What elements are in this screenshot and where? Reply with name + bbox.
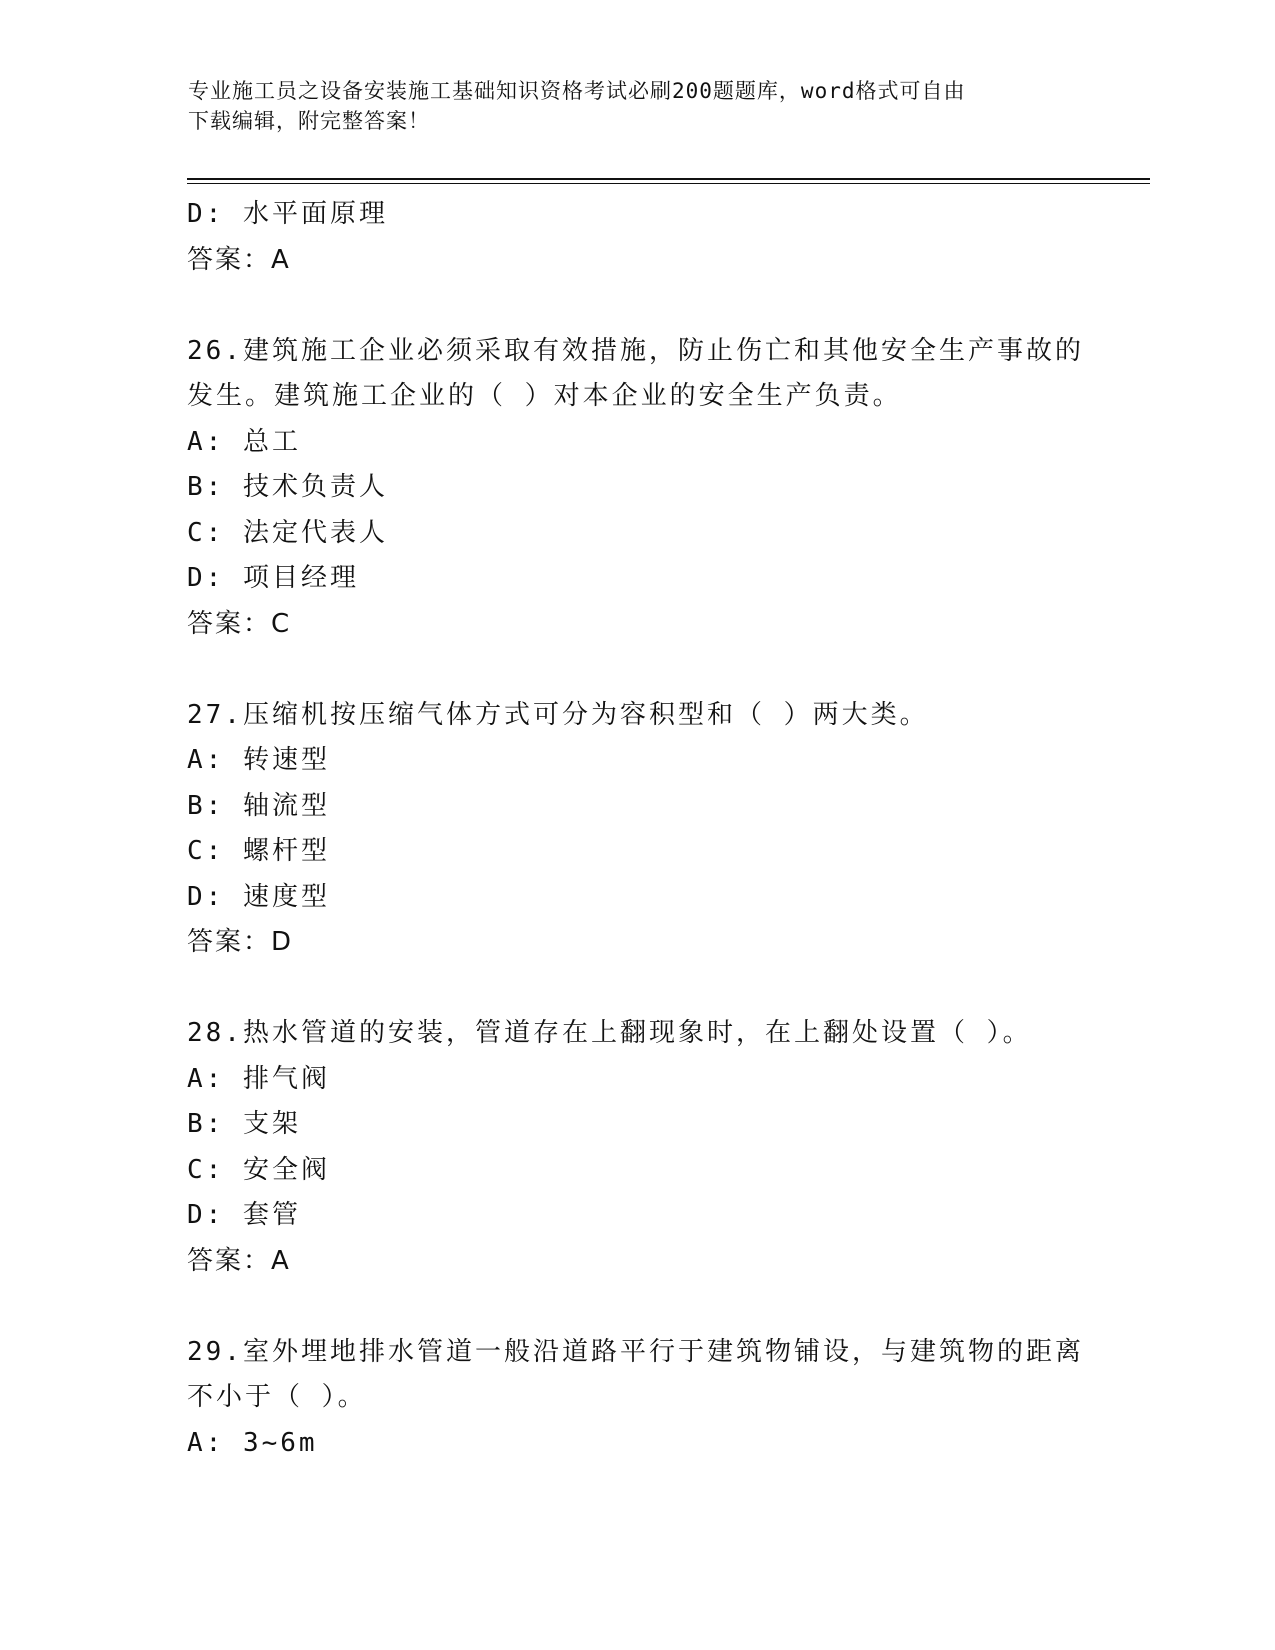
- option-a: A: 排气阀: [187, 1063, 330, 1094]
- question-27: [187, 693, 1087, 966]
- option-d: D: 项目经理: [187, 563, 359, 593]
- answer: 答案：D: [187, 927, 294, 957]
- question-26: [187, 329, 1087, 648]
- question-28: [187, 1011, 1087, 1284]
- answer: 答案：A: [187, 1245, 291, 1276]
- question-stem: 26.建筑施工企业必须采取有效措施，防止伤亡和其他安全生产事故的: [187, 335, 1084, 366]
- question-stem: 27.压缩机按压缩气体方式可分为容积型和（ ）两大类。: [187, 699, 929, 730]
- option-d: D: 速度型: [187, 881, 330, 912]
- question-stem: 发生。建筑施工企业的（ ）对本企业的安全生产负责。: [187, 381, 902, 411]
- spacer: [187, 1284, 1087, 1330]
- option-b: B: 技术负责人: [187, 472, 388, 502]
- option-b: B: 轴流型: [187, 790, 330, 821]
- option-a: A: 总工: [187, 426, 301, 457]
- option-c: C: 螺杆型: [187, 836, 330, 866]
- spacer: [187, 647, 1087, 693]
- option-c: C: 法定代表人: [187, 517, 388, 548]
- header-divider-thin: [187, 183, 1150, 184]
- question-list: [187, 192, 1087, 1466]
- question-stem: 不小于（ ）。: [187, 1382, 367, 1412]
- spacer: [187, 966, 1087, 1012]
- option-c: C: 安全阀: [187, 1154, 330, 1185]
- spacer: [187, 283, 1087, 329]
- document-header: [188, 76, 1068, 136]
- header-title-line1: 专业施工员之设备安装施工基础知识资格考试必刷200题题库，word格式可自由: [188, 79, 966, 103]
- question-29: [187, 1330, 1087, 1467]
- option-b: B: 支架: [187, 1109, 301, 1139]
- option-a: A: 3~6m: [187, 1427, 318, 1458]
- prev-question-answer: 答案：A: [187, 244, 291, 275]
- option-d: D: 套管: [187, 1200, 301, 1230]
- question-stem: 28.热水管道的安装，管道存在上翻现象时，在上翻处设置（ ）。: [187, 1018, 1032, 1048]
- option-a: A: 转速型: [187, 745, 330, 775]
- header-divider-thick: [187, 178, 1150, 180]
- answer: 答案：C: [187, 608, 292, 639]
- question-stem: 29.室外埋地排水管道一般沿道路平行于建筑物铺设，与建筑物的距离: [187, 1336, 1084, 1367]
- header-title-line2: 下载编辑，附完整答案！: [188, 109, 430, 133]
- prev-question-option-d: D: 水平面原理: [187, 199, 388, 229]
